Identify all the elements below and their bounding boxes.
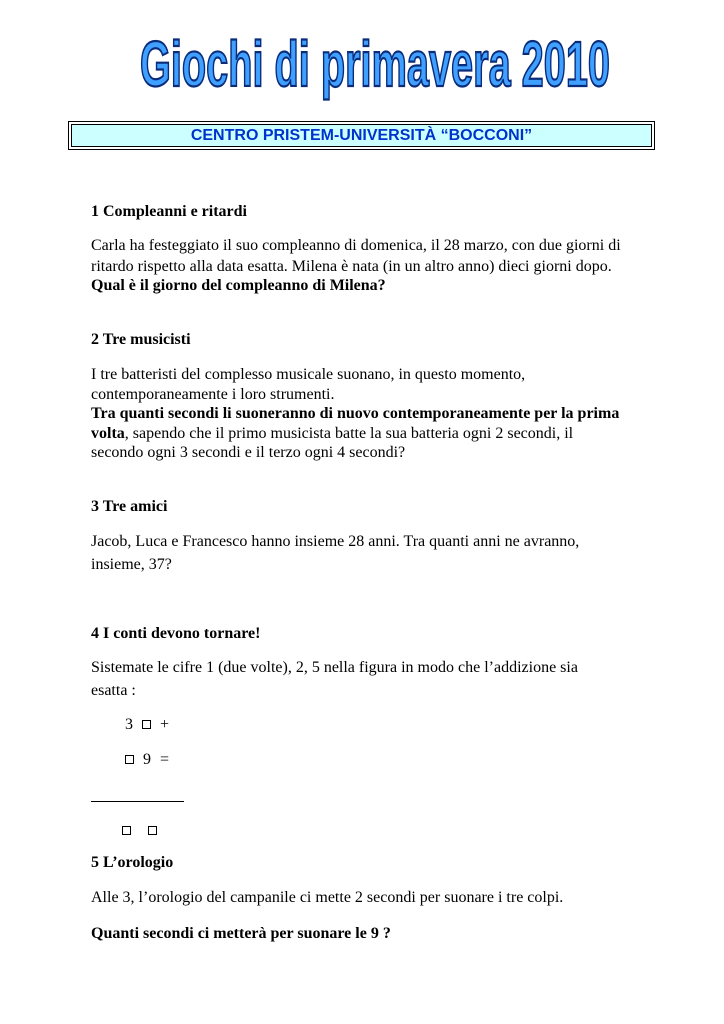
blank-square-icon xyxy=(142,720,151,729)
problem-5-title: 5 L’orologio xyxy=(91,854,174,871)
institution-banner-text: CENTRO PRISTEM-UNIVERSITÀ “BOCCONI” xyxy=(71,124,652,147)
problem-1-text-line-1: Carla ha festeggiato il suo compleanno di domenica, il 28 marzo, con due giorni di xyxy=(91,237,621,254)
problem-2-title: 2 Tre musicisti xyxy=(91,331,191,348)
blank-square-icon xyxy=(148,826,157,835)
problem-3-title: 3 Tre amici xyxy=(91,498,168,515)
problem-1-title: 1 Compleanni e ritardi xyxy=(91,203,247,220)
addition-row-2 xyxy=(125,750,169,769)
problem-2-question-line-1: Tra quanti secondi li suoneranno di nuovo contemporaneamente per la prima xyxy=(91,405,620,422)
blank-square-icon xyxy=(122,826,131,835)
problem-2-text-last-line: secondo ogni 3 secondi e il terzo ogni 4 secondi? xyxy=(91,444,406,461)
addition-row-2-digit: 9 xyxy=(143,751,151,768)
problem-1-question: Qual è il giorno del compleanno di Milena? xyxy=(91,277,386,294)
addition-rule-line xyxy=(91,801,184,802)
institution-banner xyxy=(68,121,655,150)
problem-2-question-bold-end: volta xyxy=(91,425,125,442)
addition-equals-sign: = xyxy=(160,751,170,768)
addition-row-1 xyxy=(125,715,169,734)
problem-2-text-line-2: contemporaneamente i loro strumenti. xyxy=(91,386,335,403)
blank-square-icon xyxy=(125,755,134,764)
wordart-title-text: Giochi di primavera 2010 xyxy=(140,28,610,100)
problem-2-question-line-2 xyxy=(91,424,573,443)
problem-5-question: Quanti secondi ci metterà per suonare le 9 ? xyxy=(91,925,391,942)
problem-4-title: 4 I conti devono tornare! xyxy=(91,625,261,642)
problem-4-text-line-2: esatta : xyxy=(91,682,136,699)
problem-5-text-line-1: Alle 3, l’orologio del campanile ci mette 2 secondi per suonare i tre colpi. xyxy=(91,889,564,906)
wordart-title xyxy=(130,14,620,104)
addition-row-1-digit: 3 xyxy=(125,716,133,733)
problem-2-question-rest: , sapendo che il primo musicista batte la sua batteria ogni 2 secondi, il xyxy=(124,425,574,442)
problem-3-text-line-1: Jacob, Luca e Francesco hanno insieme 28 anni. Tra quanti anni ne avranno, xyxy=(91,533,580,550)
addition-result-row xyxy=(122,821,157,840)
problem-3-text-line-2: insieme, 37? xyxy=(91,556,172,573)
problem-2-text-line-1: I tre batteristi del complesso musicale suonano, in questo momento, xyxy=(91,366,526,383)
wordart-title-graphic xyxy=(130,14,620,104)
problem-1-text-line-2: ritardo rispetto alla data esatta. Milena è nata (in un altro anno) dieci giorni dopo. xyxy=(91,258,612,275)
addition-plus-sign: + xyxy=(160,716,170,733)
problem-4-text-line-1: Sistemate le cifre 1 (due volte), 2, 5 nella figura in modo che l’addizione sia xyxy=(91,659,578,676)
